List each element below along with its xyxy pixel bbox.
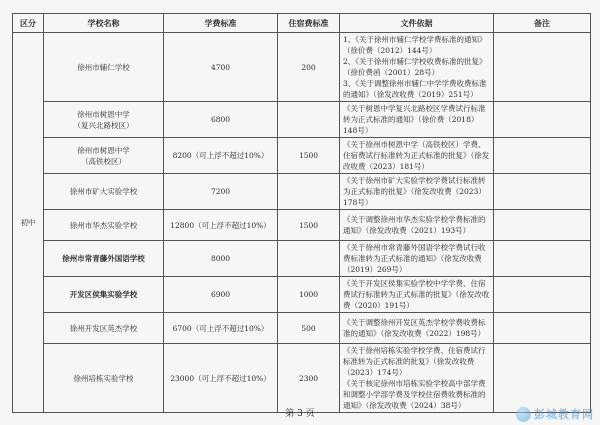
table-row [13, 102, 591, 138]
lodging-cell: 2300 [278, 344, 340, 413]
table-row [13, 277, 591, 313]
tuition-cell: 23000（可上浮不超过10%） [164, 344, 278, 413]
school-name-cell [44, 241, 164, 277]
note-cell [494, 344, 591, 413]
district-cell: 初中 [13, 33, 44, 413]
table-header-row [13, 14, 591, 33]
header-lodging: 住宿费标准 [278, 14, 340, 33]
lodging-cell [278, 174, 340, 210]
header-district: 区分 [13, 14, 44, 33]
note-cell [494, 241, 591, 277]
lodging-cell: 200 [278, 33, 340, 102]
school-name-cell [44, 277, 164, 313]
globe-logo-icon [516, 407, 531, 422]
tuition-cell: 6900 [164, 277, 278, 313]
lodging-cell [278, 241, 340, 277]
note-cell [494, 277, 591, 313]
tuition-cell: 8200（可上浮不超过10%） [164, 138, 278, 174]
school-name-cell [44, 344, 164, 413]
basis-cell: 《关于调整徐州市华杰实验学校学费标准的通知》（徐发改收费（2021）193号） [340, 210, 494, 241]
header-tuition: 学费标准 [164, 14, 278, 33]
header-basis: 文件依据 [340, 14, 494, 33]
school-name-cell [44, 174, 164, 210]
lodging-cell: 1500 [278, 138, 340, 174]
school-name-cell [44, 33, 164, 102]
lodging-cell: 1000 [278, 277, 340, 313]
school-name-cell [44, 313, 164, 344]
school-name-cell [44, 138, 164, 174]
table-row [13, 210, 591, 241]
table-row [13, 313, 591, 344]
lodging-cell: 500 [278, 313, 340, 344]
table-row [13, 33, 591, 102]
page-number: 第 3 页 [285, 409, 315, 419]
basis-cell: 1、《关于徐州市辅仁学校学费标准的通知》（徐价费（2012）144号） 2、《关于徐州市辅仁学校收费标准的批复》（徐价费函（2001）28号） 3、《关于调整徐州市辅仁中学学费收费标准的通知》（徐发改收费（2019）251号） [340, 33, 494, 102]
school-name: 徐州市华杰实验学校 [69, 220, 138, 230]
basis-cell: 《关于树恩中学复兴北路校区学费试行标准转为正式标准的通知》（徐价费（2018）148号） [340, 102, 494, 138]
tuition-cell: 6700（可上浮不超过10%） [164, 313, 278, 344]
watermark [516, 406, 594, 422]
table-row [13, 138, 591, 174]
note-cell [494, 210, 591, 241]
school-name: 徐州开发区英杰学校 [69, 323, 138, 333]
school-name: 徐州市树恩中学 （复兴北路校区） [73, 109, 134, 130]
school-name: 徐州培栋实验学校 [73, 373, 134, 383]
table-row [13, 241, 591, 277]
note-cell [494, 138, 591, 174]
tuition-cell: 6800 [164, 102, 278, 138]
school-name-cell [44, 210, 164, 241]
note-cell [494, 33, 591, 102]
school-name: 徐州市辅仁学校 [77, 62, 130, 72]
watermark-text: 彭城教育网 [534, 408, 594, 421]
basis-cell: 《关于徐州市树恩中学（高铁校区）学费、住宿费试行标准转为正式标准的批复》（徐发改收费（2023）181号） [340, 138, 494, 174]
fee-standards-table [12, 13, 591, 413]
tuition-cell: 4700 [164, 33, 278, 102]
basis-cell: 《关于调整徐州开发区英杰学校学费收费标准的通知》（徐发改收费（2022）198号） [340, 313, 494, 344]
basis-cell: 《关于徐州培栋实验学校学费、住宿费试行标准转为正式标准的批复》（徐发改收费（2023）174号） 《关于核定徐州市培栋实验学校高中部学费和调整小学部学费及学校住宿费收费标准的通知》（徐发改收费（2024）38号） [340, 344, 494, 413]
table-row [13, 344, 591, 413]
school-name: 徐州市常青藤外国语学校 [62, 254, 145, 263]
table-row [13, 174, 591, 210]
lodging-cell [278, 102, 340, 138]
note-cell [494, 102, 591, 138]
school-name: 徐州市树恩中学 （高铁校区） [77, 145, 130, 166]
header-note: 备注 [494, 14, 591, 33]
school-name-cell [44, 102, 164, 138]
basis-cell: 《关于开发区侯集实验学校中学学费、住宿费试行标准转为正式标准的批复》（徐发改收费（2020）191号） [340, 277, 494, 313]
lodging-cell: 1500 [278, 210, 340, 241]
school-name: 徐州市矿大实验学校 [69, 187, 138, 196]
tuition-cell: 8000 [164, 241, 278, 277]
note-cell [494, 313, 591, 344]
basis-cell: 《关于徐州市矿大实验学校学费试行标准转为正式标准的批复》（徐发改收费（2023）178号） [340, 174, 494, 210]
tuition-cell: 12800（可上浮不超过10%） [164, 210, 278, 241]
tuition-cell: 7200 [164, 174, 278, 210]
header-school-name: 学校名称 [44, 14, 164, 33]
basis-cell: 《关于徐州市常青藤外国语学校学费试行收费标准转为正式标准的通知》（徐发改收费（2019）269号） [340, 241, 494, 277]
note-cell [494, 174, 591, 210]
school-name: 开发区侯集实验学校 [69, 290, 138, 299]
